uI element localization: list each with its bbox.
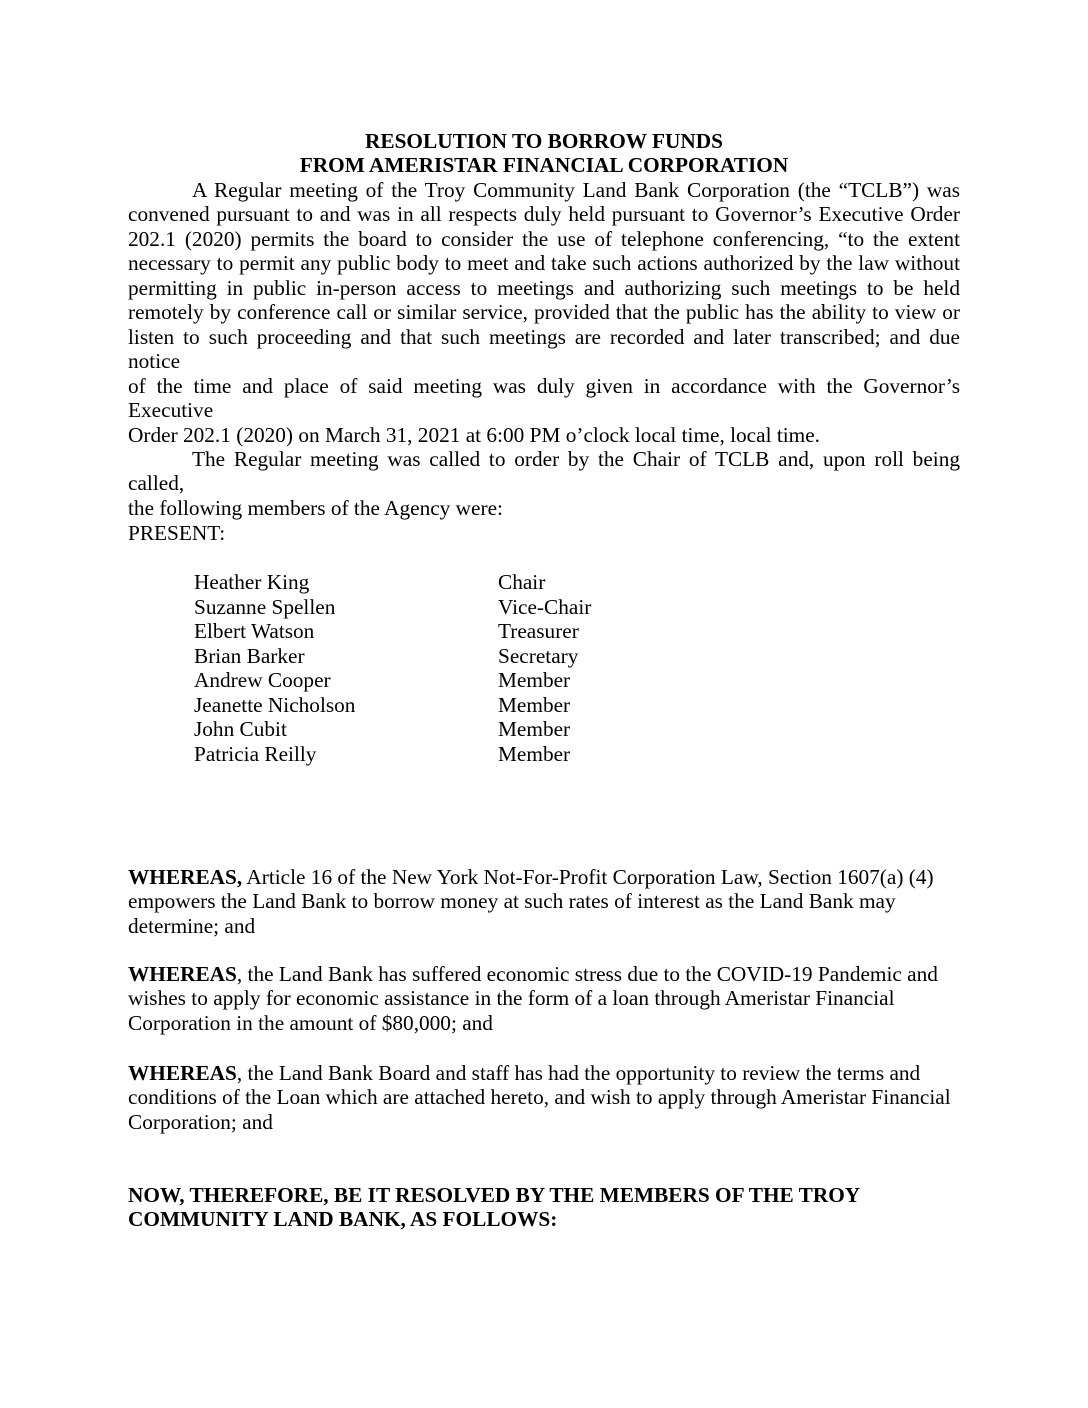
member-name: John Cubit <box>194 717 287 741</box>
present-label: PRESENT: <box>128 521 226 545</box>
text-line: The Regular meeting was called to order by the Chair of TCLB and, upon roll being called, <box>128 447 960 496</box>
whereas-lead: WHEREAS <box>128 1061 237 1085</box>
whereas-clause-1 <box>128 865 960 938</box>
document-title <box>128 129 960 178</box>
member-role: Treasurer <box>498 619 579 643</box>
member-role: Member <box>498 717 571 741</box>
member-role: Member <box>498 741 571 766</box>
text-line: remotely by conference call or similar service, provided that the public has the ability to view or <box>128 300 960 325</box>
text-line: , the Land Bank has suffered economic stress due to the COVID-19 Pandemic and <box>236 962 938 986</box>
member-role: Member <box>498 668 571 692</box>
text-line: Order 202.1 (2020) on March 31, 2021 at 6:00 PM o’clock local time, local time. <box>128 422 820 447</box>
member-name: Brian Barker <box>194 643 305 668</box>
member-row <box>194 693 591 718</box>
text-line: convened pursuant to and was in all respects duly held pursuant to Governor’s Executive Order <box>128 202 960 227</box>
meeting-paragraph <box>128 178 960 447</box>
text-line: Corporation in the amount of $80,000; and <box>128 1010 493 1035</box>
text-line: Article 16 of the New York Not-For-Profit Corporation Law, Section 1607(a) (4) <box>242 865 934 889</box>
text-line: 202.1 (2020) permits the board to consider the use of telephone conferencing, “to the extent <box>128 226 960 251</box>
member-role: Member <box>498 692 571 717</box>
member-name: Patricia Reilly <box>194 741 317 766</box>
roll-call-paragraph <box>128 447 960 520</box>
text-line: listen to such proceeding and that such meetings are recorded and later transcribed; and due notice <box>128 324 960 374</box>
whereas-clause-3 <box>128 1061 960 1134</box>
member-row <box>194 644 591 669</box>
text-line: empowers the Land Bank to borrow money at such rates of interest as the Land Bank may <box>128 889 896 914</box>
member-row <box>194 668 591 693</box>
resolved-heading <box>128 1183 960 1232</box>
whereas-clause-2 <box>128 962 960 1035</box>
member-row <box>194 742 591 767</box>
member-row <box>194 619 591 644</box>
text-line: determine; and <box>128 913 256 938</box>
text-line: A Regular meeting of the Troy Community Land Bank Corporation (the “TCLB”) was <box>192 178 960 202</box>
title-line: FROM AMERISTAR FINANCIAL CORPORATION <box>299 153 789 178</box>
member-role: Secretary <box>498 643 579 668</box>
text-line: NOW, THEREFORE, BE IT RESOLVED BY THE MEMBERS OF THE TROY <box>128 1183 861 1207</box>
member-row <box>194 595 591 620</box>
text-line: Corporation; and <box>128 1109 273 1134</box>
text-line: conditions of the Loan which are attached hereto, and wish to apply through Ameristar Financial <box>128 1085 951 1110</box>
member-name: Andrew Cooper <box>194 668 331 692</box>
whereas-lead: WHEREAS, <box>128 865 243 889</box>
member-name: Suzanne Spellen <box>194 594 336 619</box>
member-name: Elbert Watson <box>194 619 315 643</box>
text-line: of the time and place of said meeting was duly given in accordance with the Governor’s Executive <box>128 373 960 423</box>
text-line: the following members of the Agency were: <box>128 495 503 520</box>
member-name: Jeanette Nicholson <box>194 692 356 717</box>
title-line: RESOLUTION TO BORROW FUNDS <box>365 129 723 153</box>
member-role: Chair <box>498 570 546 594</box>
whereas-lead: WHEREAS <box>128 962 237 986</box>
text-line: COMMUNITY LAND BANK, AS FOLLOWS: <box>128 1207 558 1232</box>
text-line: , the Land Bank Board and staff has had the opportunity to review the terms and <box>236 1061 921 1085</box>
member-role: Vice-Chair <box>498 594 592 619</box>
text-line: necessary to permit any public body to meet and take such actions authorized by the law without <box>128 251 960 276</box>
member-row <box>194 570 591 595</box>
members-list <box>194 570 591 766</box>
member-row <box>194 717 591 742</box>
text-line: wishes to apply for economic assistance in the form of a loan through Ameristar Financial <box>128 986 895 1011</box>
member-name: Heather King <box>194 570 310 594</box>
text-line: permitting in public in-person access to meetings and authorizing such meetings to be held <box>128 275 960 300</box>
